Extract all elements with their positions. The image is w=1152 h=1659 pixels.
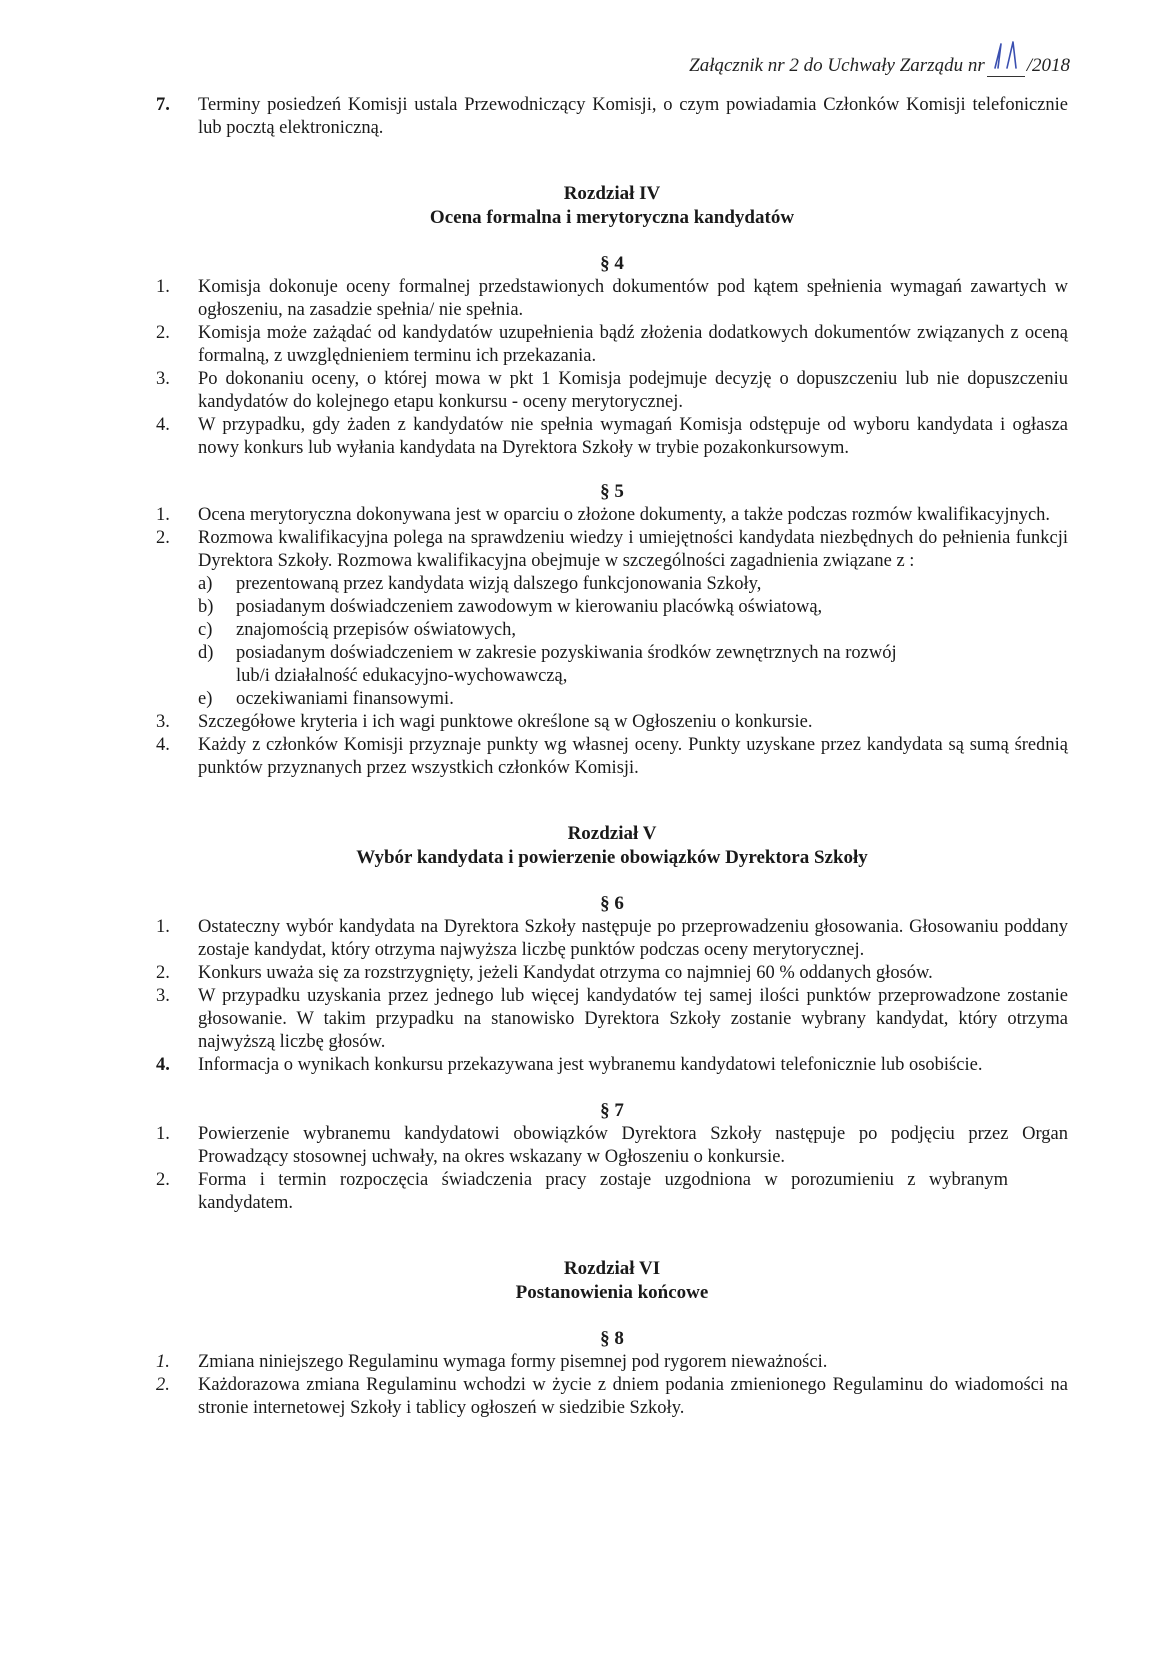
list-item	[156, 711, 1068, 734]
sub-item-text: posiadanym doświadczeniem zawodowym w kierowaniu placówką oświatową,	[236, 597, 823, 617]
item-number: 2.	[156, 963, 170, 983]
chapter-4-title: Rozdział IV	[563, 183, 661, 204]
section-7-heading: § 7	[600, 1100, 624, 1121]
header-prefix: Załącznik nr 2 do Uchwały Zarządu nr	[689, 55, 985, 76]
item-text: Komisja może zażądać od kandydatów uzupełnienia bądź złożenia dodatkowych dokumentów związanych z oceną formalną, z uwzględnieniem terminu ich przekazania.	[198, 323, 1068, 366]
item-text: Każdorazowa zmiana Regulaminu wchodzi w życie z dniem podania zmienionego Regulaminu do wiadomości na stronie internetowej Szkoły i tablicy ogłoszeń w siedzibie Szkoły.	[198, 1375, 1068, 1418]
item-number: 1.	[156, 917, 170, 937]
item-number: 4.	[156, 1055, 170, 1075]
list-item	[156, 1169, 1068, 1215]
item-number: 1.	[156, 277, 170, 297]
item-text: W przypadku, gdy żaden z kandydatów nie spełnia wymagań Komisja odstępuje od wyboru kandydata i ogłasza nowy konkurs lub wyłania kandydata na Dyrektora Szkoły w trybie pozakonkursowym.	[198, 415, 1068, 458]
sub-item	[156, 573, 1068, 596]
sub-item	[156, 642, 1068, 688]
section-4-heading: § 4	[600, 253, 624, 274]
sub-item-letter: b)	[198, 597, 214, 617]
item-number: 4.	[156, 735, 170, 755]
item-number: 2.	[156, 528, 170, 548]
item-text: Forma i termin rozpoczęcia świadczenia pracy zostaje uzgodniona w porozumieniu z wybranym kandydatem.	[198, 1170, 1008, 1213]
chapter-5-title: Rozdział V	[567, 823, 657, 844]
item-number: 4.	[156, 415, 170, 435]
list-item	[156, 916, 1068, 962]
item-text: W przypadku uzyskania przez jednego lub więcej kandydatów tej samej ilości punktów przeprowadzone zostanie głosowanie. W takim przypadku na stanowisko Dyrektora Szkoły zostanie wybrany kandydat, który otrzyma najwyższą liczbę głosów.	[198, 986, 1068, 1052]
item-text: Rozmowa kwalifikacyjna polega na sprawdzeniu wiedzy i umiejętności kandydata niezbędnych do pełnienia funkcji Dyrektora Szkoły. Rozmowa kwalifikacyjna obejmuje w szczególności zagadnienia związane z :	[198, 528, 1068, 571]
sub-item-letter: c)	[198, 620, 213, 640]
section-5-heading: § 5	[600, 481, 624, 502]
item-number: 2.	[156, 1375, 170, 1395]
sub-item-text: prezentowaną przez kandydata wizją dalszego funkcjonowania Szkoły,	[236, 574, 762, 594]
item-number: 3.	[156, 986, 170, 1006]
list-item	[156, 985, 1068, 1054]
sub-item-letter: d)	[198, 643, 214, 663]
item-number: 1.	[156, 1124, 170, 1144]
list-item	[156, 1351, 1068, 1374]
sub-item-letter: e)	[198, 689, 213, 709]
item-text: Informacja o wynikach konkursu przekazywana jest wybranemu kandydatowi telefonicznie lub osobiście.	[198, 1055, 983, 1075]
sub-item-text: oczekiwaniami finansowymi.	[236, 689, 454, 709]
list-item	[156, 1123, 1068, 1169]
list-item	[156, 414, 1068, 460]
list-item	[156, 94, 1068, 140]
item-number: 2.	[156, 323, 170, 343]
list-item	[156, 368, 1068, 414]
item-text: Komisja dokonuje oceny formalnej przedstawionych dokumentów pod kątem spełnienia wymagań zawartych w ogłoszeniu, na zasadzie spełnia/ nie spełnia.	[198, 277, 1068, 320]
list-item	[156, 276, 1068, 322]
chapter-4-subtitle: Ocena formalna i merytoryczna kandydatów	[429, 207, 795, 228]
item-number: 1.	[156, 505, 170, 525]
sub-item-letter: a)	[198, 574, 213, 594]
item-number: 1.	[156, 1352, 170, 1372]
attachment-header	[689, 40, 1070, 77]
item-text: Po dokonaniu oceny, o której mowa w pkt 1 Komisja podejmuje decyzję o dopuszczeniu lub nie dopuszczeniu kandydatów do kolejnego etapu konkursu - oceny merytorycznej.	[198, 369, 1068, 412]
sub-item-text: znajomością przepisów oświatowych,	[236, 620, 516, 640]
sub-item-text: posiadanym doświadczeniem w zakresie pozyskiwania środków zewnętrznych na rozwój lub/i działalność edukacyjno-wychowawczą,	[236, 643, 897, 686]
sub-item	[156, 619, 1068, 642]
list-item	[156, 1374, 1068, 1420]
item-number: 3.	[156, 712, 170, 732]
item-text: Każdy z członków Komisji przyznaje punkty wg własnej oceny. Punkty uzyskane przez kandydata są sumą średnią punktów przyznanych przez wszystkich członków Komisji.	[198, 735, 1068, 778]
item-text: Zmiana niniejszego Regulaminu wymaga formy pisemnej pod rygorem nieważności.	[198, 1352, 828, 1372]
document-body	[156, 94, 1068, 1420]
list-item	[156, 734, 1068, 780]
header-suffix: /2018	[1026, 55, 1070, 76]
handwritten-number-icon	[987, 38, 1025, 72]
item-text: Ostateczny wybór kandydata na Dyrektora Szkoły następuje po przeprowadzeniu głosowania. Głosowaniu poddany zostaje kandydat, który otrzyma najwyższa liczbę punktów podczas oceny merytorycznej.	[198, 917, 1068, 960]
item-text: Ocena merytoryczna dokonywana jest w oparciu o złożone dokumenty, a także podczas rozmów kwalifikacyjnych.	[198, 505, 1051, 525]
item-text: Powierzenie wybranemu kandydatowi obowiązków Dyrektora Szkoły następuje po podjęciu przez Organ Prowadzący stosownej uchwały, na okres wskazany w Ogłoszeniu o konkursie.	[198, 1124, 1068, 1167]
chapter-5-subtitle: Wybór kandydata i powierzenie obowiązków Dyrektora Szkoły	[356, 847, 868, 868]
handwritten-number	[987, 46, 1025, 77]
section-8-heading: § 8	[600, 1328, 624, 1349]
item-number: 2.	[156, 1170, 170, 1190]
item-text: Terminy posiedzeń Komisji ustala Przewodniczący Komisji, o czym powiadamia Członków Komisji telefonicznie lub pocztą elektroniczną.	[198, 95, 1068, 138]
item-text: Konkurs uważa się za rozstrzygnięty, jeżeli Kandydat otrzyma co najmniej 60 % oddanych głosów.	[198, 963, 933, 983]
sub-item	[156, 688, 1068, 711]
section-6-heading: § 6	[600, 893, 624, 914]
list-item	[156, 962, 1068, 985]
list-item	[156, 527, 1068, 573]
list-item	[156, 322, 1068, 368]
item-text: Szczegółowe kryteria i ich wagi punktowe określone są w Ogłoszeniu o konkursie.	[198, 712, 813, 732]
list-item	[156, 504, 1068, 527]
item-number: 3.	[156, 369, 170, 389]
chapter-6-title: Rozdział VI	[563, 1258, 661, 1279]
sub-item	[156, 596, 1068, 619]
chapter-6-subtitle: Postanowienia końcowe	[515, 1282, 709, 1303]
item-number: 7.	[156, 95, 170, 115]
list-item	[156, 1054, 1068, 1077]
